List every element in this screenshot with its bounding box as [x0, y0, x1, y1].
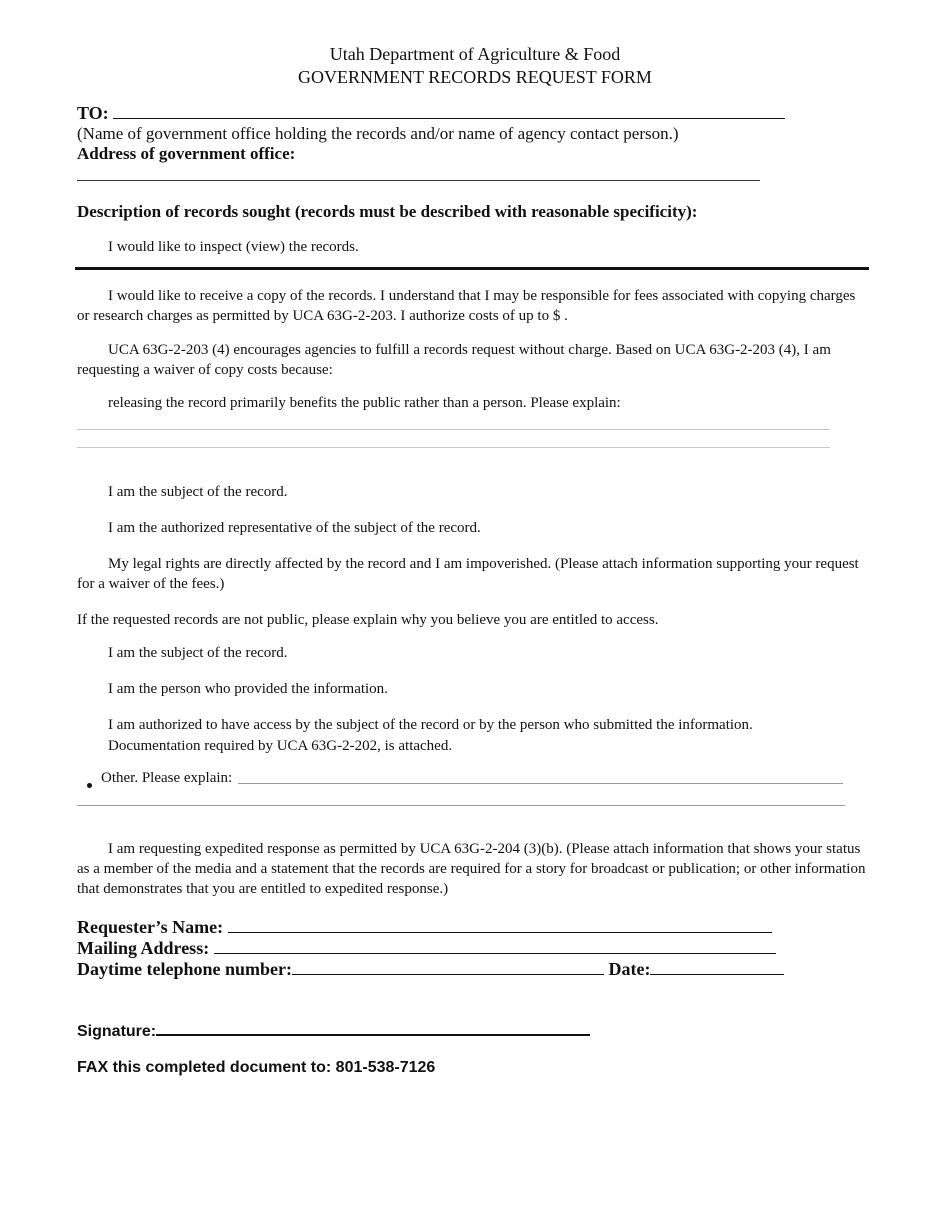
- description-heading: Description of records sought (records must be described with reasonable specificity):: [77, 202, 698, 221]
- fax-instruction: FAX this completed document to: 801-538-7126: [77, 1059, 436, 1076]
- provided-info-option[interactable]: I am the person who provided the information.: [108, 681, 388, 697]
- section-divider: [75, 267, 869, 270]
- address-field[interactable]: [77, 180, 760, 181]
- expedited-option[interactable]: I am requesting expedited response as permitted by UCA 63G-2-204 (3)(b). (Please attach information that shows your status as a member of the media and a statement that the records are required for a story for broadcast or publication; or other information that demonstrates that you are entitled to expedited response.): [77, 841, 866, 897]
- to-note: (Name of government office holding the records and/or name of agency contact person.): [77, 124, 679, 143]
- mailing-address-row: [77, 937, 776, 959]
- not-public-intro: If the requested records are not public, please explain why you believe you are entitled to access.: [77, 612, 659, 628]
- authorized-access-option[interactable]: I am authorized to have access by the subject of the record or by the person who submitted the information.: [108, 717, 753, 733]
- phone-field[interactable]: [292, 958, 604, 975]
- to-label: TO:: [77, 103, 109, 123]
- requester-name-row: [77, 916, 772, 938]
- form-title: GOVERNMENT RECORDS REQUEST FORM: [298, 67, 652, 87]
- requester-name-field[interactable]: [228, 916, 772, 933]
- explain-line-2[interactable]: [77, 447, 830, 448]
- other-explain-line[interactable]: [238, 783, 843, 784]
- waiver-request: UCA 63G-2-203 (4) encourages agencies to fulfill a records request without charge. Based on UCA 63G-2-203 (4), I am requesting a waiver of copy costs because:: [77, 342, 831, 378]
- receive-copy-option[interactable]: I would like to receive a copy of the records. I understand that I may be responsible for fees associated with copying charges or research charges as permitted by UCA 63G-2-203. I authorize costs of up to $ .: [77, 288, 856, 324]
- legal-rights-option[interactable]: My legal rights are directly affected by the record and I am impoverished. (Please attach information supporting your request for a waiver of the fees.): [77, 556, 859, 592]
- date-label: Date:: [608, 959, 651, 979]
- to-row: [77, 102, 785, 124]
- address-label: Address of government office:: [77, 144, 296, 163]
- phone-row: [77, 958, 784, 980]
- other-explain-line-2[interactable]: [77, 805, 845, 806]
- inspect-option[interactable]: I would like to inspect (view) the records.: [108, 239, 359, 255]
- other-option[interactable]: Other. Please explain:: [101, 770, 233, 786]
- documentation-note: Documentation required by UCA 63G-2-202, is attached.: [108, 738, 453, 754]
- date-field[interactable]: [650, 958, 784, 975]
- mailing-address-field[interactable]: [214, 937, 776, 954]
- to-field[interactable]: [113, 102, 785, 119]
- bullet-icon: [87, 783, 92, 788]
- requester-name-label: Requester’s Name:: [77, 917, 224, 937]
- explain-line-1[interactable]: [77, 429, 830, 430]
- mailing-address-label: Mailing Address:: [77, 938, 210, 958]
- public-benefit-option[interactable]: releasing the record primarily benefits the public rather than a person. Please explain:: [108, 395, 621, 411]
- representative-option[interactable]: I am the authorized representative of the subject of the record.: [108, 520, 481, 536]
- phone-label: Daytime telephone number:: [77, 959, 292, 979]
- signature-field[interactable]: [156, 1018, 590, 1036]
- access-subject-option[interactable]: I am the subject of the record.: [108, 645, 288, 661]
- agency-name: Utah Department of Agriculture & Food: [329, 44, 621, 64]
- waiver-subject-option[interactable]: I am the subject of the record.: [108, 484, 288, 500]
- signature-row: [77, 1018, 590, 1041]
- signature-label: Signature:: [77, 1023, 157, 1040]
